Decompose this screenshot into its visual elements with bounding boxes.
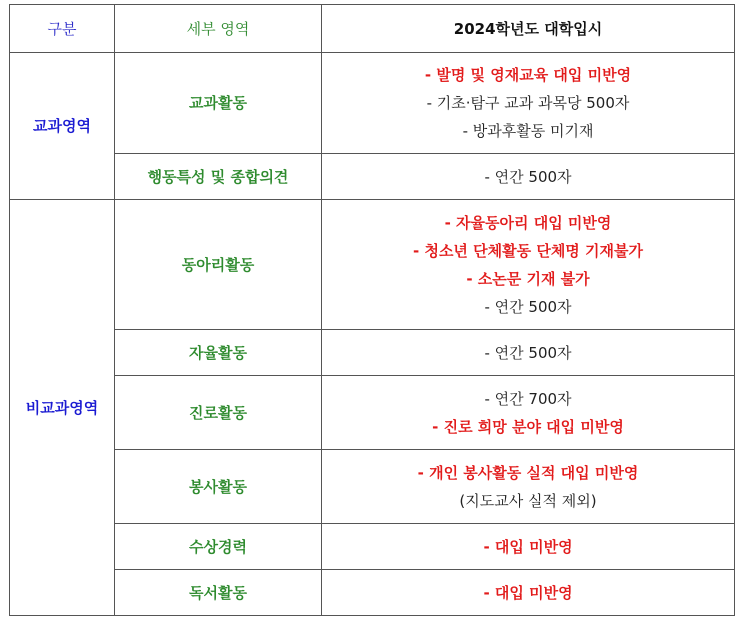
category-noncurricular: 비교과영역 — [10, 200, 115, 616]
subarea-name: 동아리활동 — [115, 200, 322, 330]
detail-cell — [322, 570, 735, 616]
detail-cell — [322, 154, 735, 200]
header-subarea: 세부 영역 — [115, 5, 322, 53]
table-row — [10, 570, 735, 616]
subarea-name: 수상경력 — [115, 524, 322, 570]
detail-line: - 연간 500자 — [484, 297, 572, 316]
subarea-name: 자율활동 — [115, 330, 322, 376]
detail-cell — [322, 53, 735, 154]
subarea-name: 교과활동 — [115, 53, 322, 154]
detail-cell — [322, 524, 735, 570]
detail-line: - 연간 700자 — [484, 389, 572, 408]
detail-line: - 대입 미반영 — [483, 583, 573, 602]
detail-line: - 기초·탐구 교과 과목당 500자 — [426, 94, 630, 112]
table-row — [10, 53, 735, 154]
detail-line: - 진로 희망 분야 대입 미반영 — [432, 417, 624, 436]
header-category: 구분 — [10, 5, 115, 53]
detail-line: - 대입 미반영 — [483, 537, 573, 556]
category-curricular: 교과영역 — [10, 53, 115, 200]
detail-cell — [322, 330, 735, 376]
subarea-name: 행동특성 및 종합의견 — [115, 154, 322, 200]
subarea-name: 봉사활동 — [115, 450, 322, 524]
table-row — [10, 376, 735, 450]
header-admissions-2024: 2024학년도 대학입시 — [322, 5, 735, 53]
table-row — [10, 200, 735, 330]
detail-cell — [322, 450, 735, 524]
table-row — [10, 154, 735, 200]
detail-cell — [322, 376, 735, 450]
header-row — [10, 5, 735, 53]
detail-line: - 자율동아리 대입 미반영 — [444, 213, 612, 232]
detail-line: - 연간 500자 — [484, 343, 572, 362]
table-row — [10, 524, 735, 570]
detail-line: - 발명 및 영재교육 대입 미반영 — [424, 66, 632, 84]
detail-line: (지도교사 실적 제외) — [459, 491, 597, 510]
subarea-name: 독서활동 — [115, 570, 322, 616]
detail-line: - 연간 500자 — [484, 167, 572, 186]
detail-cell — [322, 200, 735, 330]
admissions-table — [9, 4, 735, 616]
detail-line: - 소논문 기재 불가 — [466, 269, 590, 288]
detail-line: - 청소년 단체활동 단체명 기재불가 — [413, 241, 643, 260]
detail-line: - 방과후활동 미기재 — [462, 122, 594, 140]
table-row — [10, 450, 735, 524]
subarea-name: 진로활동 — [115, 376, 322, 450]
detail-line: - 개인 봉사활동 실적 대입 미반영 — [417, 463, 639, 482]
table-row — [10, 330, 735, 376]
